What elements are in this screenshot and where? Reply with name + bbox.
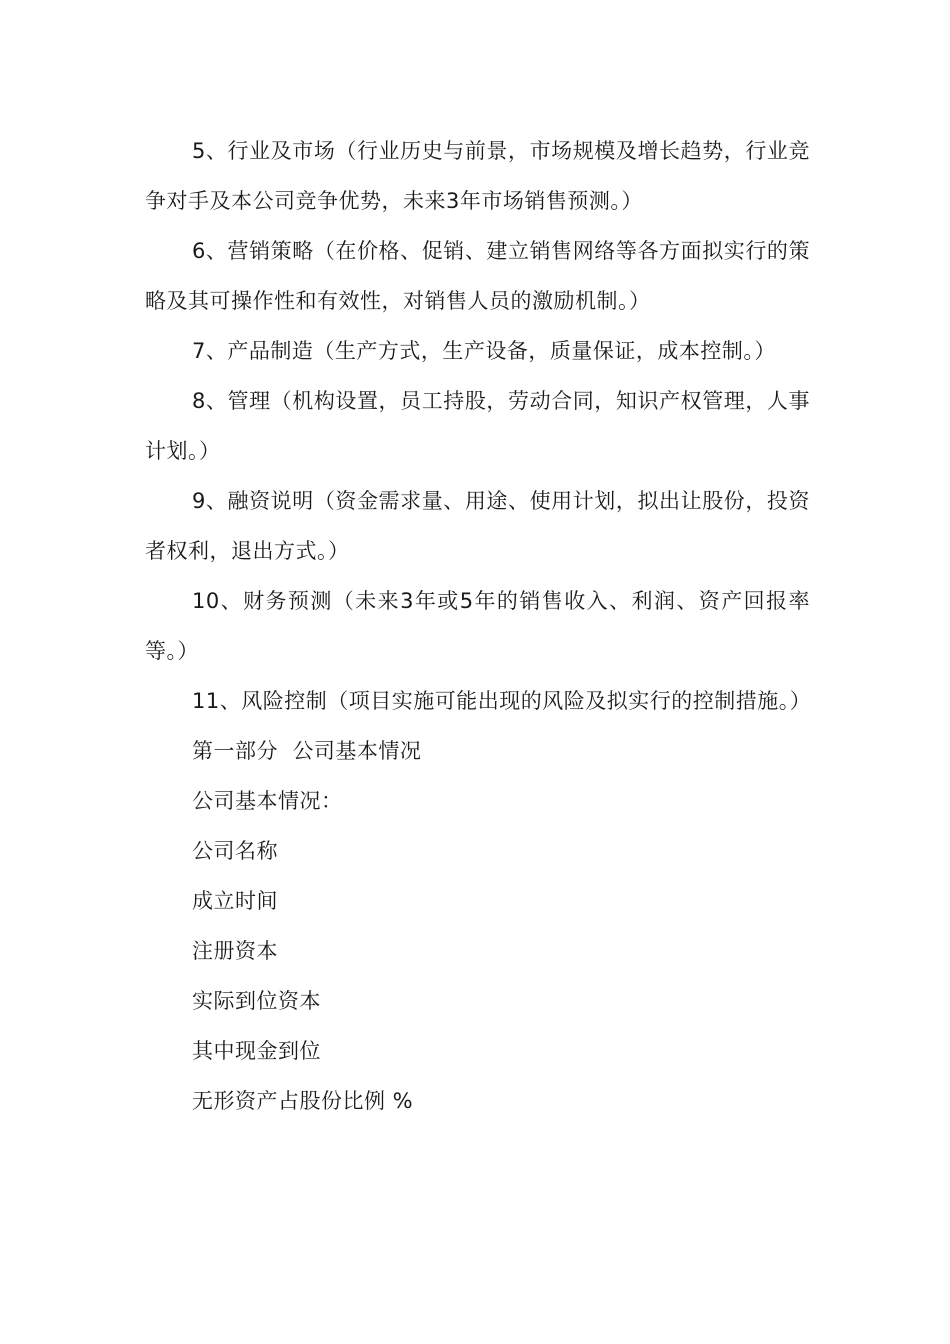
field-registered-capital: 注册资本	[192, 939, 278, 963]
field-established-time: 成立时间	[192, 889, 278, 913]
document-body	[145, 126, 810, 1126]
section-heading: 第一部分 公司基本情况	[192, 739, 422, 763]
item-management: 8、管理（机构设置，员工持股，劳动合同，知识产权管理，人事计划。）	[145, 389, 810, 463]
item-risk-control: 11、风险控制（项目实施可能出现的风险及拟实行的控制措施。）	[192, 689, 812, 713]
field-paid-in-capital: 实际到位资本	[192, 989, 321, 1013]
field-company-name: 公司名称	[192, 839, 278, 863]
field-intangible-asset-ratio: 无形资产占股份比例 %	[192, 1089, 414, 1113]
item-industry-market: 5、行业及市场（行业历史与前景，市场规模及增长趋势，行业竞争对手及本公司竞争优势，未来3年市场销售预测。）	[145, 139, 810, 213]
item-financing: 9、融资说明（资金需求量、用途、使用计划，拟出让股份，投资者权利，退出方式。）	[145, 489, 810, 563]
field-cash-paid-in: 其中现金到位	[192, 1039, 321, 1063]
item-product-manufacturing: 7、产品制造（生产方式，生产设备，质量保证，成本控制。）	[192, 339, 776, 363]
item-marketing-strategy: 6、营销策略（在价格、促销、建立销售网络等各方面拟实行的策略及其可操作性和有效性，对销售人员的激励机制。）	[145, 239, 810, 313]
field-basic-info: 公司基本情况：	[192, 789, 343, 813]
item-financial-forecast: 10、财务预测（未来3年或5年的销售收入、利润、资产回报率等。）	[145, 589, 810, 663]
